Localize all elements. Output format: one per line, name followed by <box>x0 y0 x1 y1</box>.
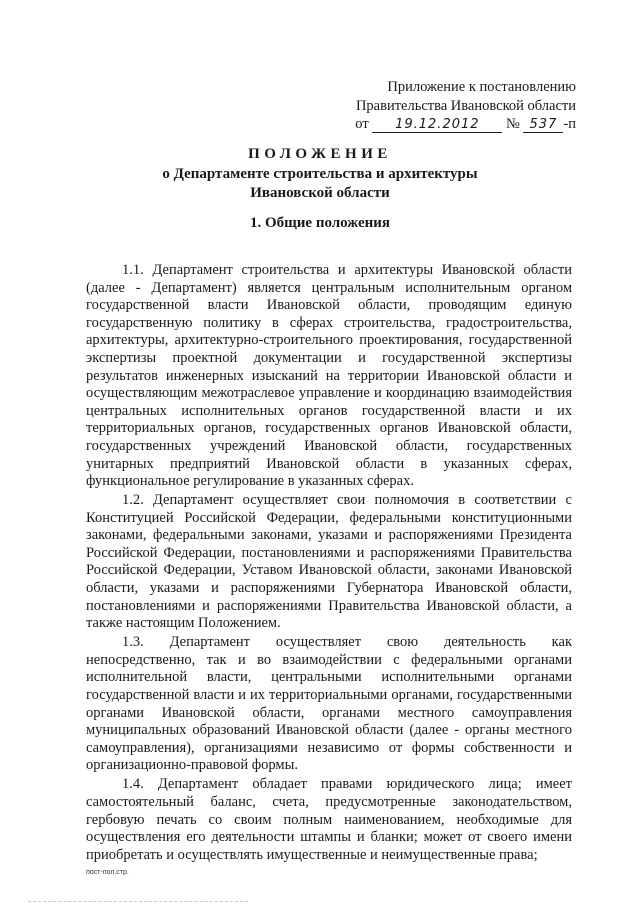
number-suffix: -п <box>563 116 576 132</box>
document-title: ПОЛОЖЕНИЕ <box>248 146 392 162</box>
document-subtitle-line-1: о Департаменте строительства и архитектуры <box>162 166 478 182</box>
appendix-line-3 <box>355 115 576 134</box>
number-label: № <box>505 116 520 132</box>
paragraph-1-3: 1.3. Департамент осуществляет свою деятельность как непосредственно, так и во взаимодействии с федеральными органами исполнительной власти, центральными исполнительными органами государственной власти и их территориальными органами, государственными органами Ивановской области, органами местного самоуправления муниципальных образований Ивановской области (далее - органы местного самоуправления), организациями независимо от формы собственности и организационно-правовой формы. <box>86 634 572 774</box>
document-subtitle-line-2: Ивановской области <box>250 185 390 201</box>
appendix-header <box>355 78 576 134</box>
handwritten-date: 19.12.2012 <box>372 118 502 133</box>
section-heading: 1. Общие положения <box>249 215 391 231</box>
from-label: от <box>355 116 369 132</box>
appendix-line-2: Правительства Ивановской области <box>355 97 576 114</box>
handwritten-number: 537 <box>523 118 563 133</box>
document-body <box>86 262 572 866</box>
paragraph-1-4: 1.4. Департамент обладает правами юридического лица; имеет самостоятельный баланс, счета, предусмотренные законодательством, гербовую печать со своим полным наименованием, необходимые для осуществления его деятельности штампы и бланки; может от своего имени приобретать и осуществлять имущественные и неимущественные права; <box>86 776 572 863</box>
appendix-line-1: Приложение к постановлению <box>387 79 576 95</box>
paragraph-1-1: 1.1. Департамент строительства и архитектуры Ивановской области (далее - Департамент) является центральным исполнительным органом государственной власти Ивановской области, проводящим единую государственную политику в сферах строительства, градостроительства, архитектуры, архитектурно-строительного проектирования, государственной экспертизы проектной документации и государственной экспертизы результатов инженерных изысканий на территории Ивановской области и осуществляющим межотраслевое управление и координацию взаимодействия центральных исполнительных органов государственной власти и их территориальных органов, государственных органов Ивановской области, государственных учреждений Ивановской области, государственных унитарных предприятий Ивановской области в указанных сферах, функциональное регулирование в указанных сферах. <box>86 262 572 490</box>
footer-divider <box>28 901 248 902</box>
footer-file-code: пост-пол.стр. <box>86 869 129 876</box>
paragraph-1-2: 1.2. Департамент осуществляет свои полномочия в соответствии с Конституцией Российской Федерации, федеральными конституционными законами, федеральными законами, указами и распоряжениями Президента Российской Федерации, постановлениями и распоряжениями Правительства Российской Федерации, Уставом Ивановской области, законами Ивановской области, указами и распоряжениями Губернатора Ивановской области, постановлениями и распоряжениями Правительства Ивановской области, а также настоящим Положением. <box>86 492 572 632</box>
